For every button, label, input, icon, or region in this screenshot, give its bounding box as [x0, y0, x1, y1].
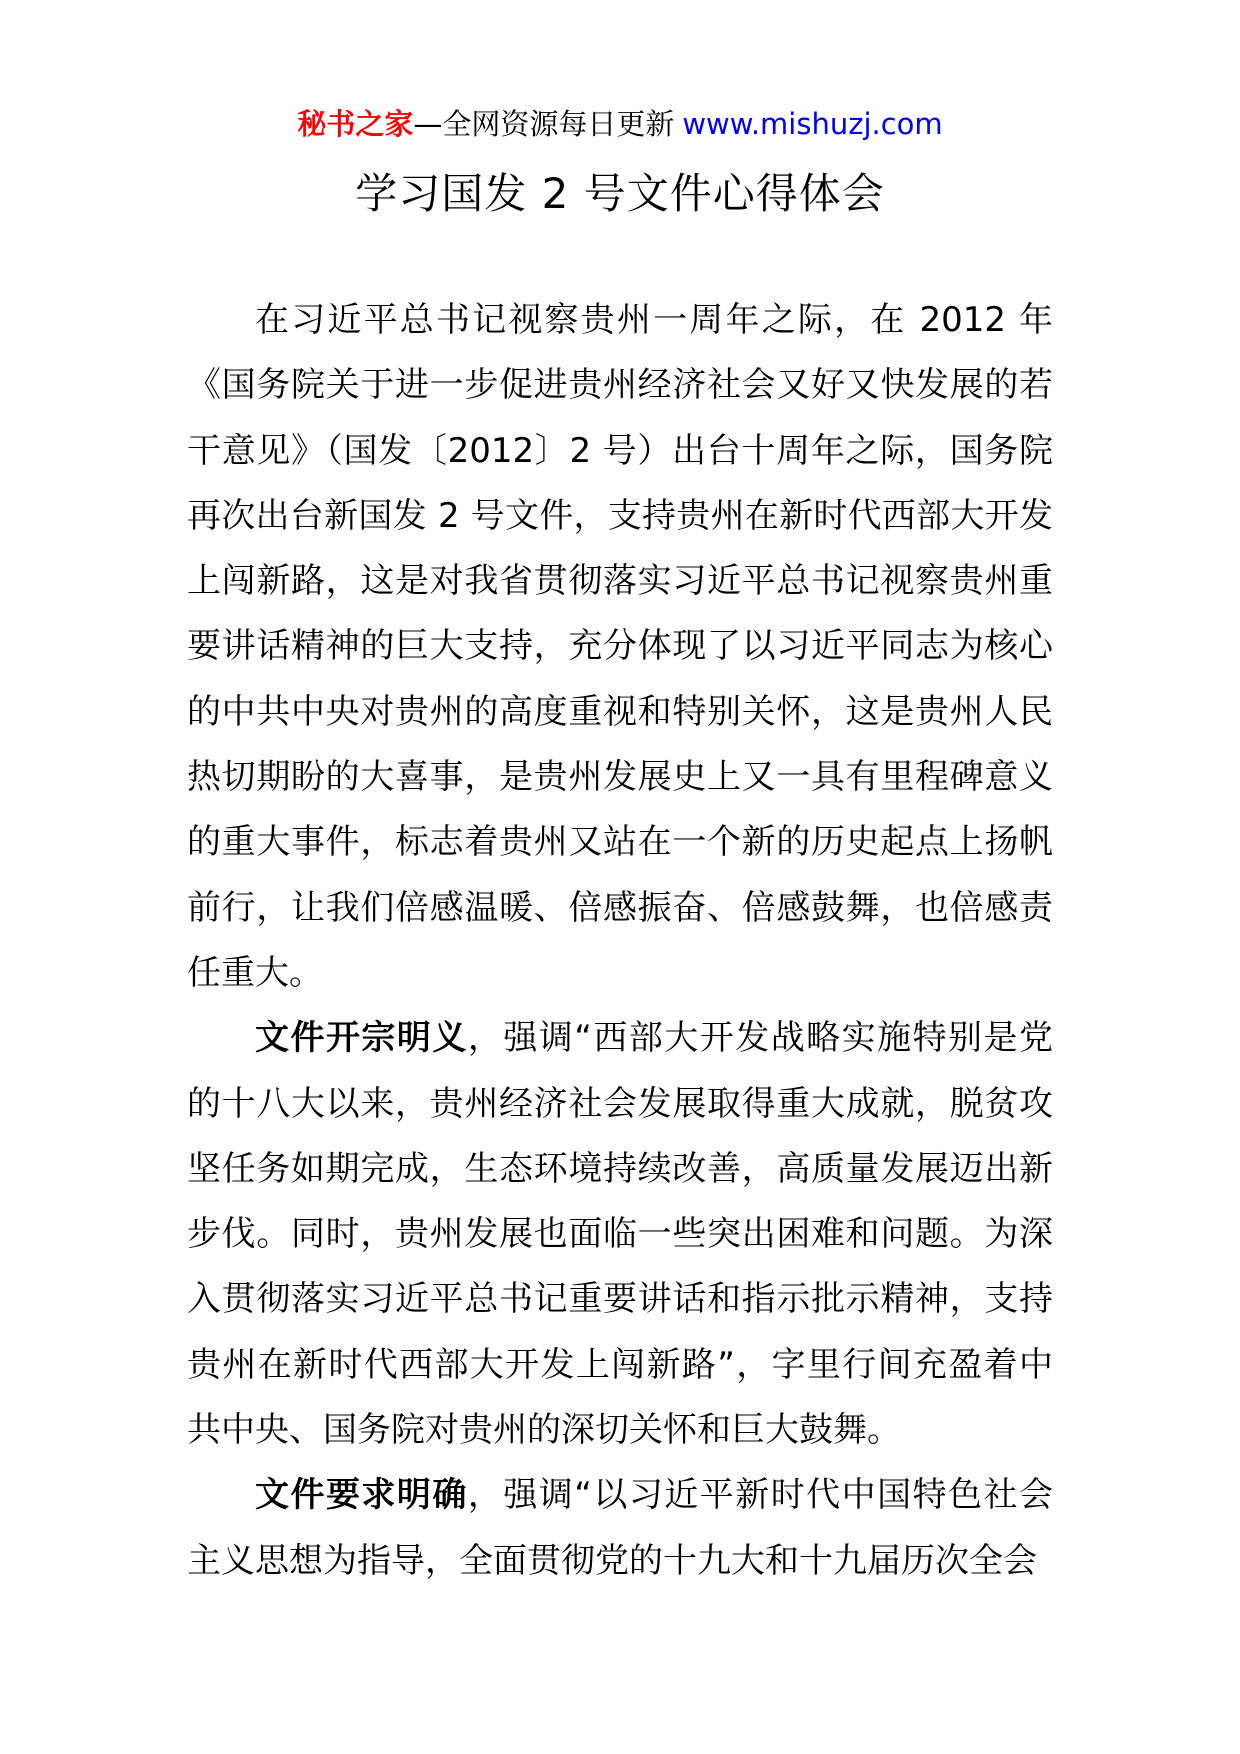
site-slogan: —全网资源每日更新: [413, 107, 675, 141]
paragraph-text: ，强调“西部大开发战略实施特别是党的十八大以来，贵州经济社会发展取得重大成就，脱贫攻坚任务如期完成，生态环境持续改善，高质量发展迈出新步伐。同时，贵州发展也面临一些突出困难和问题。为深入贯彻落实习近平总书记重要讲话和指示批示精神，支持贵州在新时代西部大开发上闯新路”，字里行间充盈着中共中央、国务院对贵州的深切关怀和巨大鼓舞。: [187, 1018, 1054, 1451]
paragraph-2: [187, 1006, 1053, 1463]
paragraph-lead: 文件开宗明义: [255, 1018, 468, 1059]
site-header: [0, 104, 1240, 144]
site-brand: 秘书之家: [297, 107, 414, 141]
document-body: [187, 288, 1053, 1594]
document-title: 学习国发 2 号文件心得体会: [355, 169, 885, 218]
paragraph-3: [187, 1463, 1053, 1594]
paragraph-text: ，强调“以习近平新时代中国特色社会主义思想为指导，全面贯彻党的十九大和十九届历次全会: [187, 1475, 1054, 1581]
paragraph-lead: 文件要求明确: [255, 1475, 468, 1516]
site-url-link[interactable]: www.mishuzj.com: [682, 107, 943, 141]
paragraph-text: 在习近平总书记视察贵州一周年之际，在 2012 年《国务院关于进一步促进贵州经济社会又好又快发展的若干意见》（国发〔2012〕2 号）出台十周年之际，国务院再次出台新国发 2 号文件，支持贵州在新时代西部大开发上闯新路，这是对我省贯彻落实习近平总书记视察贵州重要讲话精神的巨大支持，充分体现了以习近平同志为核心的中共中央对贵州的高度重视和特别关怀，这是贵州人民热切期盼的大喜事，是贵州发展史上又一具有里程碑意义的重大事件，标志着贵州又站在一个新的历史起点上扬帆前行，让我们倍感温暖、倍感振奋、倍感鼓舞，也倍感责任重大。: [187, 300, 1053, 993]
paragraph-1: [187, 288, 1053, 1006]
